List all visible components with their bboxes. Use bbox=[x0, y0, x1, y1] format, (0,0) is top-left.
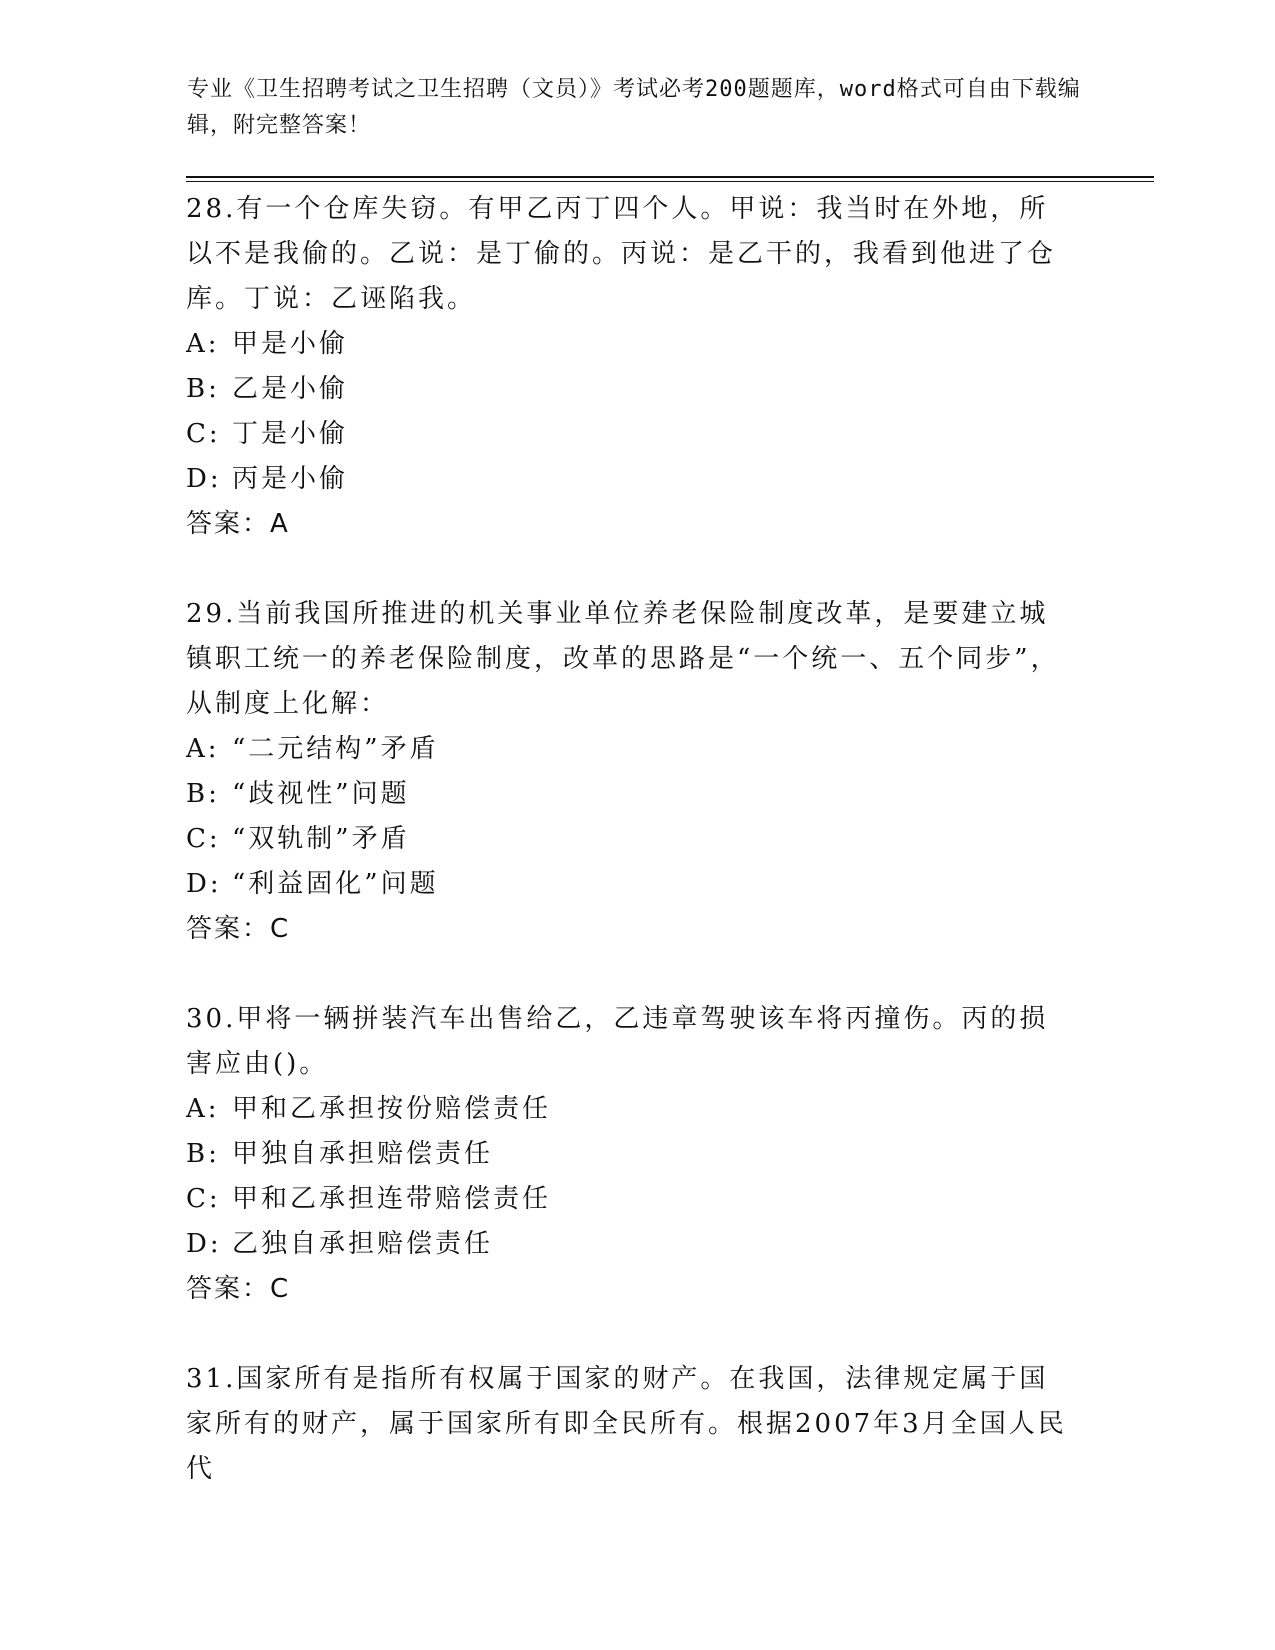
option-letter: C: bbox=[186, 1184, 221, 1214]
option-text: 甲和乙承担按份赔偿责任 bbox=[232, 1094, 552, 1124]
option-a bbox=[186, 322, 1086, 367]
option-text: “双轨制”矛盾 bbox=[232, 824, 410, 854]
option-a bbox=[186, 1087, 1086, 1132]
option-text: “歧视性”问题 bbox=[232, 779, 410, 809]
question-stem: 29.当前我国所推进的机关事业单位养老保险制度改革，是要建立城镇职工统一的养老保险制度，改革的思路是“一个统一、五个同步”，从制度上化解： bbox=[186, 599, 1060, 719]
option-letter: D: bbox=[186, 464, 222, 494]
option-c bbox=[186, 1177, 1086, 1222]
option-letter: C: bbox=[186, 824, 221, 854]
question-29 bbox=[186, 592, 1086, 952]
option-letter: C: bbox=[186, 419, 221, 449]
option-text: 乙是小偷 bbox=[232, 374, 349, 404]
option-letter: B: bbox=[186, 374, 220, 404]
option-a bbox=[186, 727, 1086, 772]
question-31 bbox=[186, 1357, 1086, 1492]
option-b bbox=[186, 367, 1086, 412]
option-letter: A: bbox=[186, 734, 220, 764]
option-list bbox=[186, 727, 1086, 907]
option-b bbox=[186, 1132, 1086, 1177]
option-text: 甲是小偷 bbox=[232, 329, 349, 359]
answer-line: 答案：C bbox=[186, 914, 291, 944]
question-stem: 31.国家所有是指所有权属于国家的财产。在我国，法律规定属于国家所有的财产，属于国家所有即全民所有。根据2007年3月全国人民代 bbox=[186, 1364, 1067, 1484]
option-b bbox=[186, 772, 1086, 817]
option-letter: D: bbox=[186, 869, 222, 899]
question-28 bbox=[186, 187, 1086, 547]
option-text: 甲独自承担赔偿责任 bbox=[232, 1139, 494, 1169]
header-divider-thick bbox=[186, 176, 1154, 178]
question-list bbox=[186, 187, 1086, 1537]
option-text: 丁是小偷 bbox=[232, 419, 349, 449]
option-text: 乙独自承担赔偿责任 bbox=[232, 1229, 494, 1259]
option-c bbox=[186, 817, 1086, 862]
option-d bbox=[186, 457, 1086, 502]
answer-line: 答案：A bbox=[186, 509, 290, 539]
option-list bbox=[186, 322, 1086, 502]
option-list bbox=[186, 1087, 1086, 1267]
header-divider-thin bbox=[186, 181, 1154, 182]
option-text: “利益固化”问题 bbox=[232, 869, 439, 899]
question-stem: 28.有一个仓库失窃。有甲乙丙丁四个人。甲说：我当时在外地，所以不是我偷的。乙说：是丁偷的。丙说：是乙干的，我看到他进了仓库。丁说：乙诬陷我。 bbox=[186, 194, 1057, 314]
option-letter: B: bbox=[186, 779, 220, 809]
question-30 bbox=[186, 997, 1086, 1312]
option-letter: A: bbox=[186, 1094, 220, 1124]
question-stem: 30.甲将一辆拼装汽车出售给乙，乙违章驾驶该车将丙撞伤。丙的损害应由()。 bbox=[186, 1004, 1049, 1079]
option-text: 丙是小偷 bbox=[232, 464, 349, 494]
option-text: 甲和乙承担连带赔偿责任 bbox=[232, 1184, 552, 1214]
option-text: “二元结构”矛盾 bbox=[232, 734, 439, 764]
document-header: 专业《卫生招聘考试之卫生招聘（文员）》考试必考200题题库，word格式可自由下载编辑，附完整答案！ bbox=[187, 77, 1081, 138]
option-d bbox=[186, 1222, 1086, 1267]
option-d bbox=[186, 862, 1086, 907]
option-letter: D: bbox=[186, 1229, 222, 1259]
answer-line: 答案：C bbox=[186, 1274, 291, 1304]
option-letter: B: bbox=[186, 1139, 220, 1169]
option-c bbox=[186, 412, 1086, 457]
option-letter: A: bbox=[186, 329, 220, 359]
